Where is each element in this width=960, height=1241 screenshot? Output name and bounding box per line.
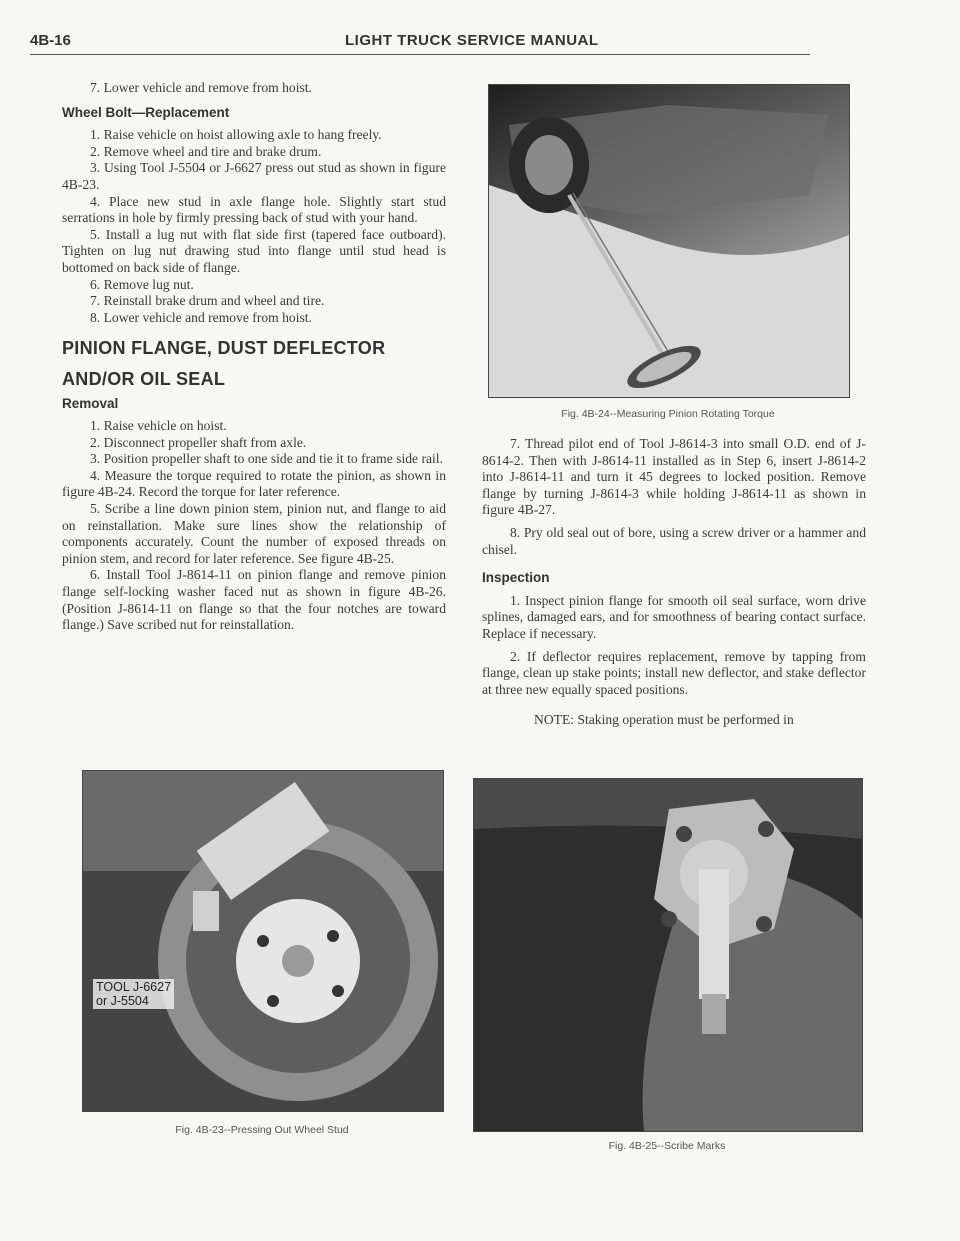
wheel-bolt-step: 6. Remove lug nut. — [90, 276, 194, 292]
page-number: 4B-16 — [30, 32, 71, 49]
manual-title: LIGHT TRUCK SERVICE MANUAL — [345, 32, 599, 49]
wheel-bolt-step: 1. Raise vehicle on hoist allowing axle to hang freely. — [90, 127, 382, 143]
removal-step: 5. Scribe a line down pinion stem, pinion nut, and flange to aid on reinstallation. Make sure lines show the relationship of components accurately. Count the number of exposed threads on pinion stem, and record for later reference. See figure 4B-25. — [62, 501, 446, 566]
figure-4b-24-caption: Fig. 4B-24--Measuring Pinion Rotating Torque — [561, 408, 775, 420]
removal-heading: Removal — [62, 395, 119, 411]
section-heading-oil-seal: AND/OR OIL SEAL — [62, 368, 226, 389]
right-step: 7. Thread pilot end of Tool J-8614-3 into small O.D. end of J-8614-2. Then with J-8614-11 installed as in Step 6, insert J-8614-2 into J-8614-11 and turn it 45 degrees to locked position. Remove flange by turning J-8614-3 while holding J-8614-11 as shown in figure 4B-27. — [482, 436, 866, 518]
right-step: 8. Pry old seal out of bore, using a screw driver or a hammer and chisel. — [482, 524, 866, 557]
tool-label-line2: or J-5504 — [96, 994, 149, 1008]
removal-step: 4. Measure the torque required to rotate the pinion, as shown in figure 4B-24. Record the torque for later reference. — [62, 467, 446, 500]
figure-4b-25-caption: Fig. 4B-25--Scribe Marks — [608, 1140, 726, 1152]
wheel-bolt-heading: Wheel Bolt—Replacement — [62, 104, 230, 120]
figure-4b-25-photo — [473, 778, 863, 1132]
wheel-bolt-step: 5. Install a lug nut with flat side first (tapered face outboard). Tighten on lug nut drawing stud into flange until stud head is bottomed on back side of flange. — [62, 226, 446, 275]
wheel-bolt-step: 2. Remove wheel and tire and brake drum. — [90, 143, 322, 159]
inspection-step: 1. Inspect pinion flange for smooth oil seal surface, worn drive splines, damaged ears, and for smoothness of bearing contact surface. Replace if necessary. — [482, 592, 866, 641]
inspection-step: 2. If deflector requires replacement, remove by tapping from flange, clean up stake points; install new deflector, and stake deflector at three new equally spaced positions. — [482, 648, 866, 697]
figure-4b-24-photo — [488, 84, 850, 398]
inspection-heading: Inspection — [482, 570, 550, 586]
figure-4b-23-caption: Fig. 4B-23--Pressing Out Wheel Stud — [175, 1124, 349, 1136]
wheel-bolt-step: 7. Reinstall brake drum and wheel and tire. — [90, 293, 325, 309]
removal-step: 3. Position propeller shaft to one side and tie it to frame side rail. — [90, 451, 443, 467]
page-header — [30, 30, 810, 55]
intro-step: 7. Lower vehicle and remove from hoist. — [90, 80, 312, 95]
left-column — [62, 80, 446, 634]
removal-step: 1. Raise vehicle on hoist. — [90, 418, 227, 434]
staking-note: NOTE: Staking operation must be performed in — [534, 712, 794, 728]
right-column — [482, 436, 866, 729]
removal-step: 2. Disconnect propeller shaft from axle. — [90, 434, 307, 450]
figure-4b-23-tool-label — [93, 979, 174, 1009]
figure-4b-23-photo — [82, 770, 444, 1112]
tool-label-line1: TOOL J-6627 — [96, 980, 172, 994]
section-heading-pinion: PINION FLANGE, DUST DEFLECTOR — [62, 338, 386, 359]
wheel-bolt-step: 8. Lower vehicle and remove from hoist. — [90, 309, 312, 325]
wheel-bolt-step: 3. Using Tool J-5504 or J-6627 press out stud as shown in figure 4B-23. — [62, 160, 446, 192]
removal-step: 6. Install Tool J-8614-11 on pinion flange and remove pinion flange self-locking washer faced nut as shown in figure 4B-26. (Position J-8614-11 on flange so that the four notches are toward flange.) Save scribed nut for reinstallation. — [62, 567, 446, 633]
wheel-bolt-step: 4. Place new stud in axle flange hole. Slightly start stud serrations in hole by firmly pressing back of stud with your hand. — [62, 193, 446, 226]
